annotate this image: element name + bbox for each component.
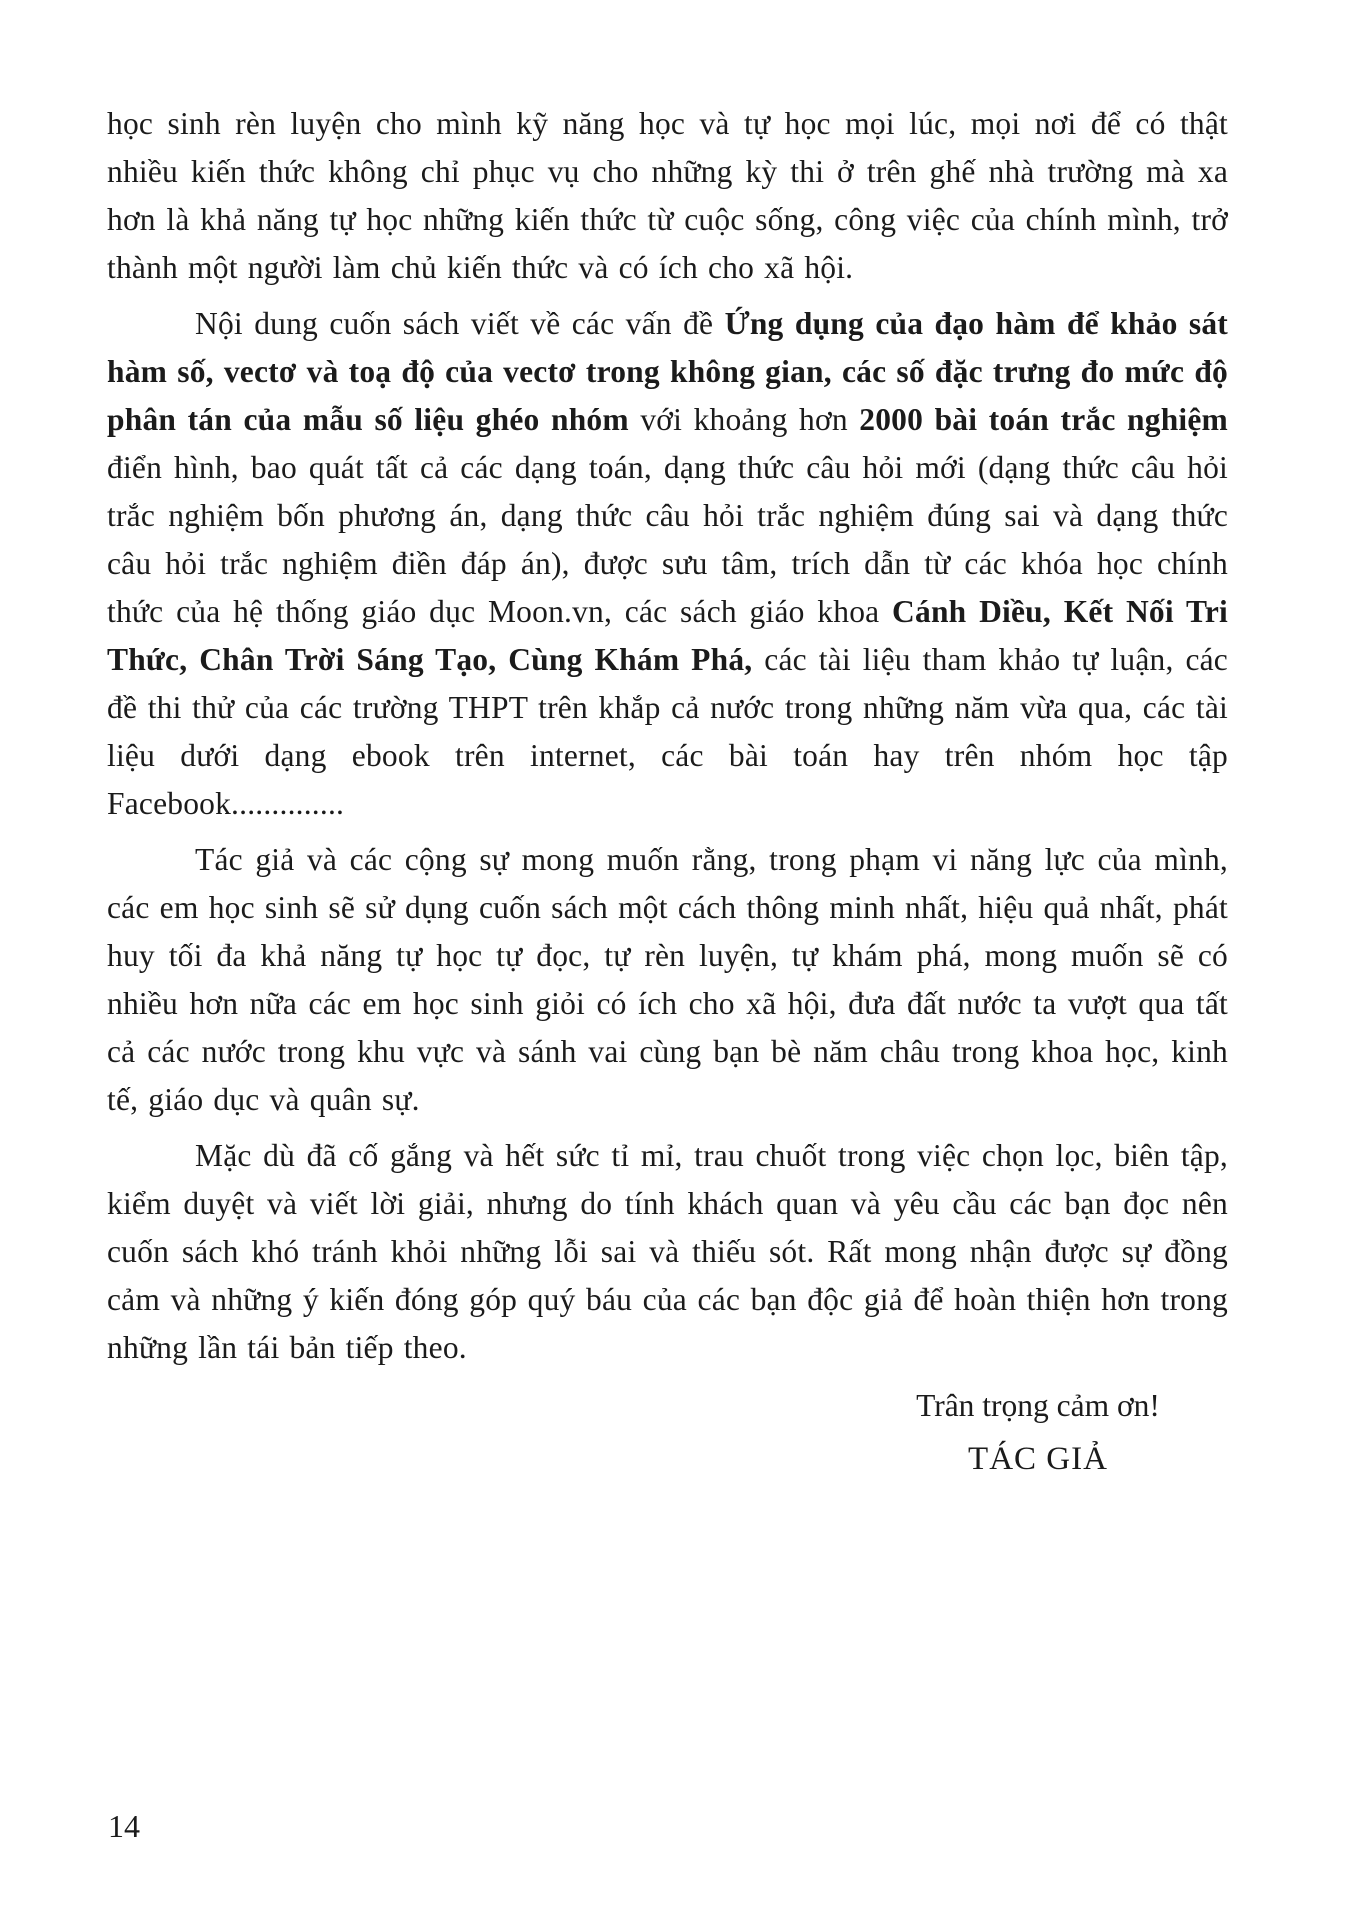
paragraph-text: điển hình, bao quát tất cả các dạng toán, dạng thức câu hỏi mới (dạng thức câu hỏi trắc nghiệm bốn phương án, dạng thức câu hỏi trắc nghiệm đúng sai và dạng thức câu hỏi trắc nghiệm điền đáp án), được sưu tâm, trích dẫn từ các khóa học chính thức của hệ thống giáo dục Moon.vn, các sách giáo khoa — [107, 450, 1228, 629]
highlight-problem-count: 2000 bài toán trắc nghiệm — [859, 402, 1228, 437]
paragraph-continuation: học sinh rèn luyện cho mình kỹ năng học và tự học mọi lúc, mọi nơi để có thật nhiều kiến thức không chỉ phục vụ cho những kỳ thi ở trên ghế nhà trường mà xa hơn là khả năng tự học những kiến thức từ cuộc sống, công việc của chính mình, trở thành một người làm chủ kiến thức và có ích cho xã hội. — [107, 106, 1228, 285]
paragraph-apology: Mặc dù đã cố gắng và hết sức tỉ mỉ, trau chuốt trong việc chọn lọc, biên tập, kiểm duyệt và viết lời giải, nhưng do tính khách quan và yêu cầu các bạn đọc nên cuốn sách khó tránh khỏi những lỗi sai và thiếu sót. Rất mong nhận được sự đồng cảm và những ý kiến đóng góp quý báu của các bạn độc giả để hoàn thiện hơn trong những lần tái bản tiếp theo. — [107, 1138, 1228, 1365]
closing-line: Trân trọng cảm ơn! — [916, 1388, 1160, 1423]
paragraph-text: các tài liệu tham khảo tự luận, các đề thi thử của các trường THPT trên khắp cả nước trong những năm vừa qua, các tài liệu dưới dạng ebook trên internet, các bài toán hay trên nhóm học tập Facebook.............. — [107, 642, 1228, 821]
highlight-topics: Ứng dụng của đạo hàm để khảo sát hàm số, vectơ và toạ độ của vectơ trong không gian, các số đặc trưng đo mức độ phân tán của mẫu số liệu ghéo nhóm — [107, 306, 1228, 437]
page-number: 14 — [108, 1808, 140, 1844]
paragraph-book-content — [107, 300, 1228, 828]
paragraph-text: Nội dung cuốn sách viết về các vấn đề — [195, 306, 725, 341]
page-content — [107, 100, 1228, 1486]
highlight-textbook-names: Cánh Diều, Kết Nối Tri Thức, Chân Trời Sáng Tạo, Cùng Khám Phá, — [107, 594, 1228, 677]
signoff-block — [848, 1380, 1228, 1486]
author-line: TÁC GIẢ — [968, 1441, 1108, 1477]
paragraph-text: với khoảng hơn — [628, 402, 860, 437]
paragraph-author-wishes: Tác giả và các cộng sự mong muốn rằng, trong phạm vi năng lực của mình, các em học sinh sẽ sử dụng cuốn sách một cách thông minh nhất, hiệu quả nhất, phát huy tối đa khả năng tự học tự đọc, tự rèn luyện, tự khám phá, mong muốn sẽ có nhiều hơn nữa các em học sinh giỏi có ích cho xã hội, đưa đất nước ta vượt qua tất cả các nước trong khu vực và sánh vai cùng bạn bè năm châu trong khoa học, kinh tế, giáo dục và quân sự. — [107, 842, 1228, 1117]
